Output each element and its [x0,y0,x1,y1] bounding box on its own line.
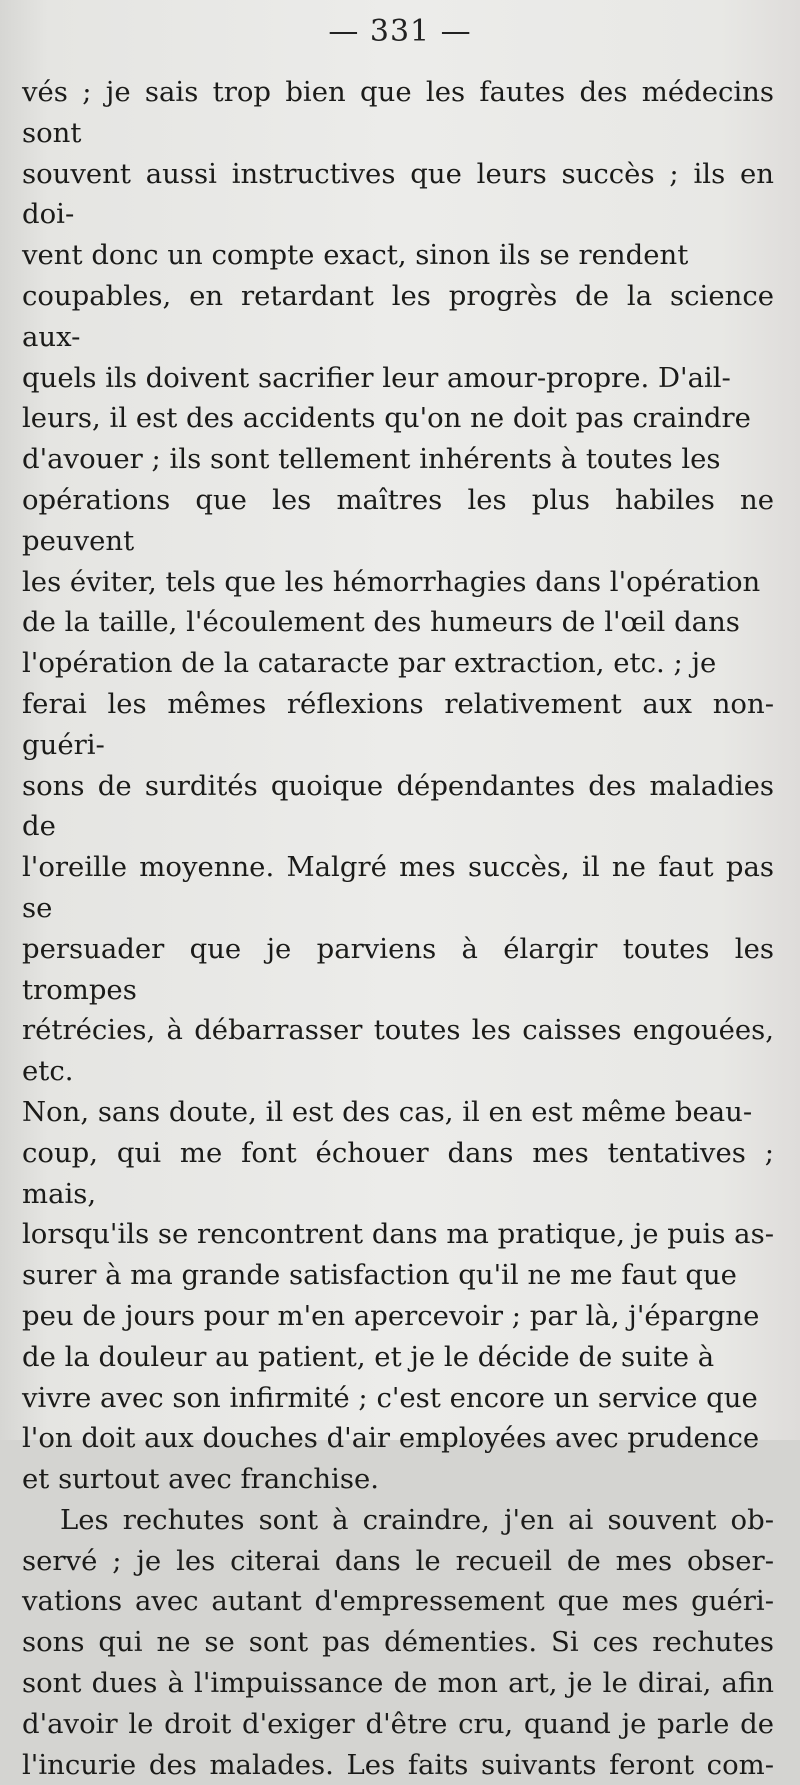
body-text [22,72,774,1785]
page-number: — 331 — [328,14,472,49]
paragraph-2: Les rechutes sont à craindre, j'en ai souvent ob- servé ; je les citerai dans le recueil de mes obser- vations avec autant d'empressement que mes guéri- sons qui ne se sont pas démenties. Si ces rechutes sont dues à l'impuissance de mon art, je le dirai, afin d'avoir le droit d'exiger d'être cru, quand je parle de l'incurie des malades. Les faits suivants feront com- [22,1503,774,1781]
paragraph-1: vés ; je sais trop bien que les fautes des médecins sont souvent aussi instructives que leurs succès ; ils en doi- vent donc un compte exact, sinon ils se rendent coupables, en retardant les progrès de la science aux- quels ils doivent sacrifier leur amour-propre. D'ail- leurs, il est des accidents qu'on ne doit pas craindre d'avouer ; ils sont tellement inhérents à toutes les opérations que les maîtres les plus habiles ne peuvent les éviter, tels que les hémorrhagies dans l'opération de la taille, l'écoulement des humeurs de l'œil dans l'opération de la cataracte par extraction, etc. ; je ferai les mêmes réflexions relativement aux non-guéri- sons de surdités quoique dépendantes des maladies de l'oreille moyenne. Malgré mes succès, il ne faut pas se persuader que je parviens à élargir toutes les trompes rétrécies, à débarrasser toutes les caisses engouées, etc. Non, sans doute, il est des cas, il en est même beau- coup, qui me font échouer dans mes tentatives ; mais, lorsqu'ils se rencontrent dans ma pratique, je puis as- surer à ma grande satisfaction qu'il ne me faut que peu de jours pour m'en apercevoir ; par là, j'épargne de la douleur au patient, et je le décide de suite à vivre avec son infirmité ; c'est encore un service que l'on doit aux douches d'air employées avec prudence et surtout avec franchise. [22,76,774,1496]
